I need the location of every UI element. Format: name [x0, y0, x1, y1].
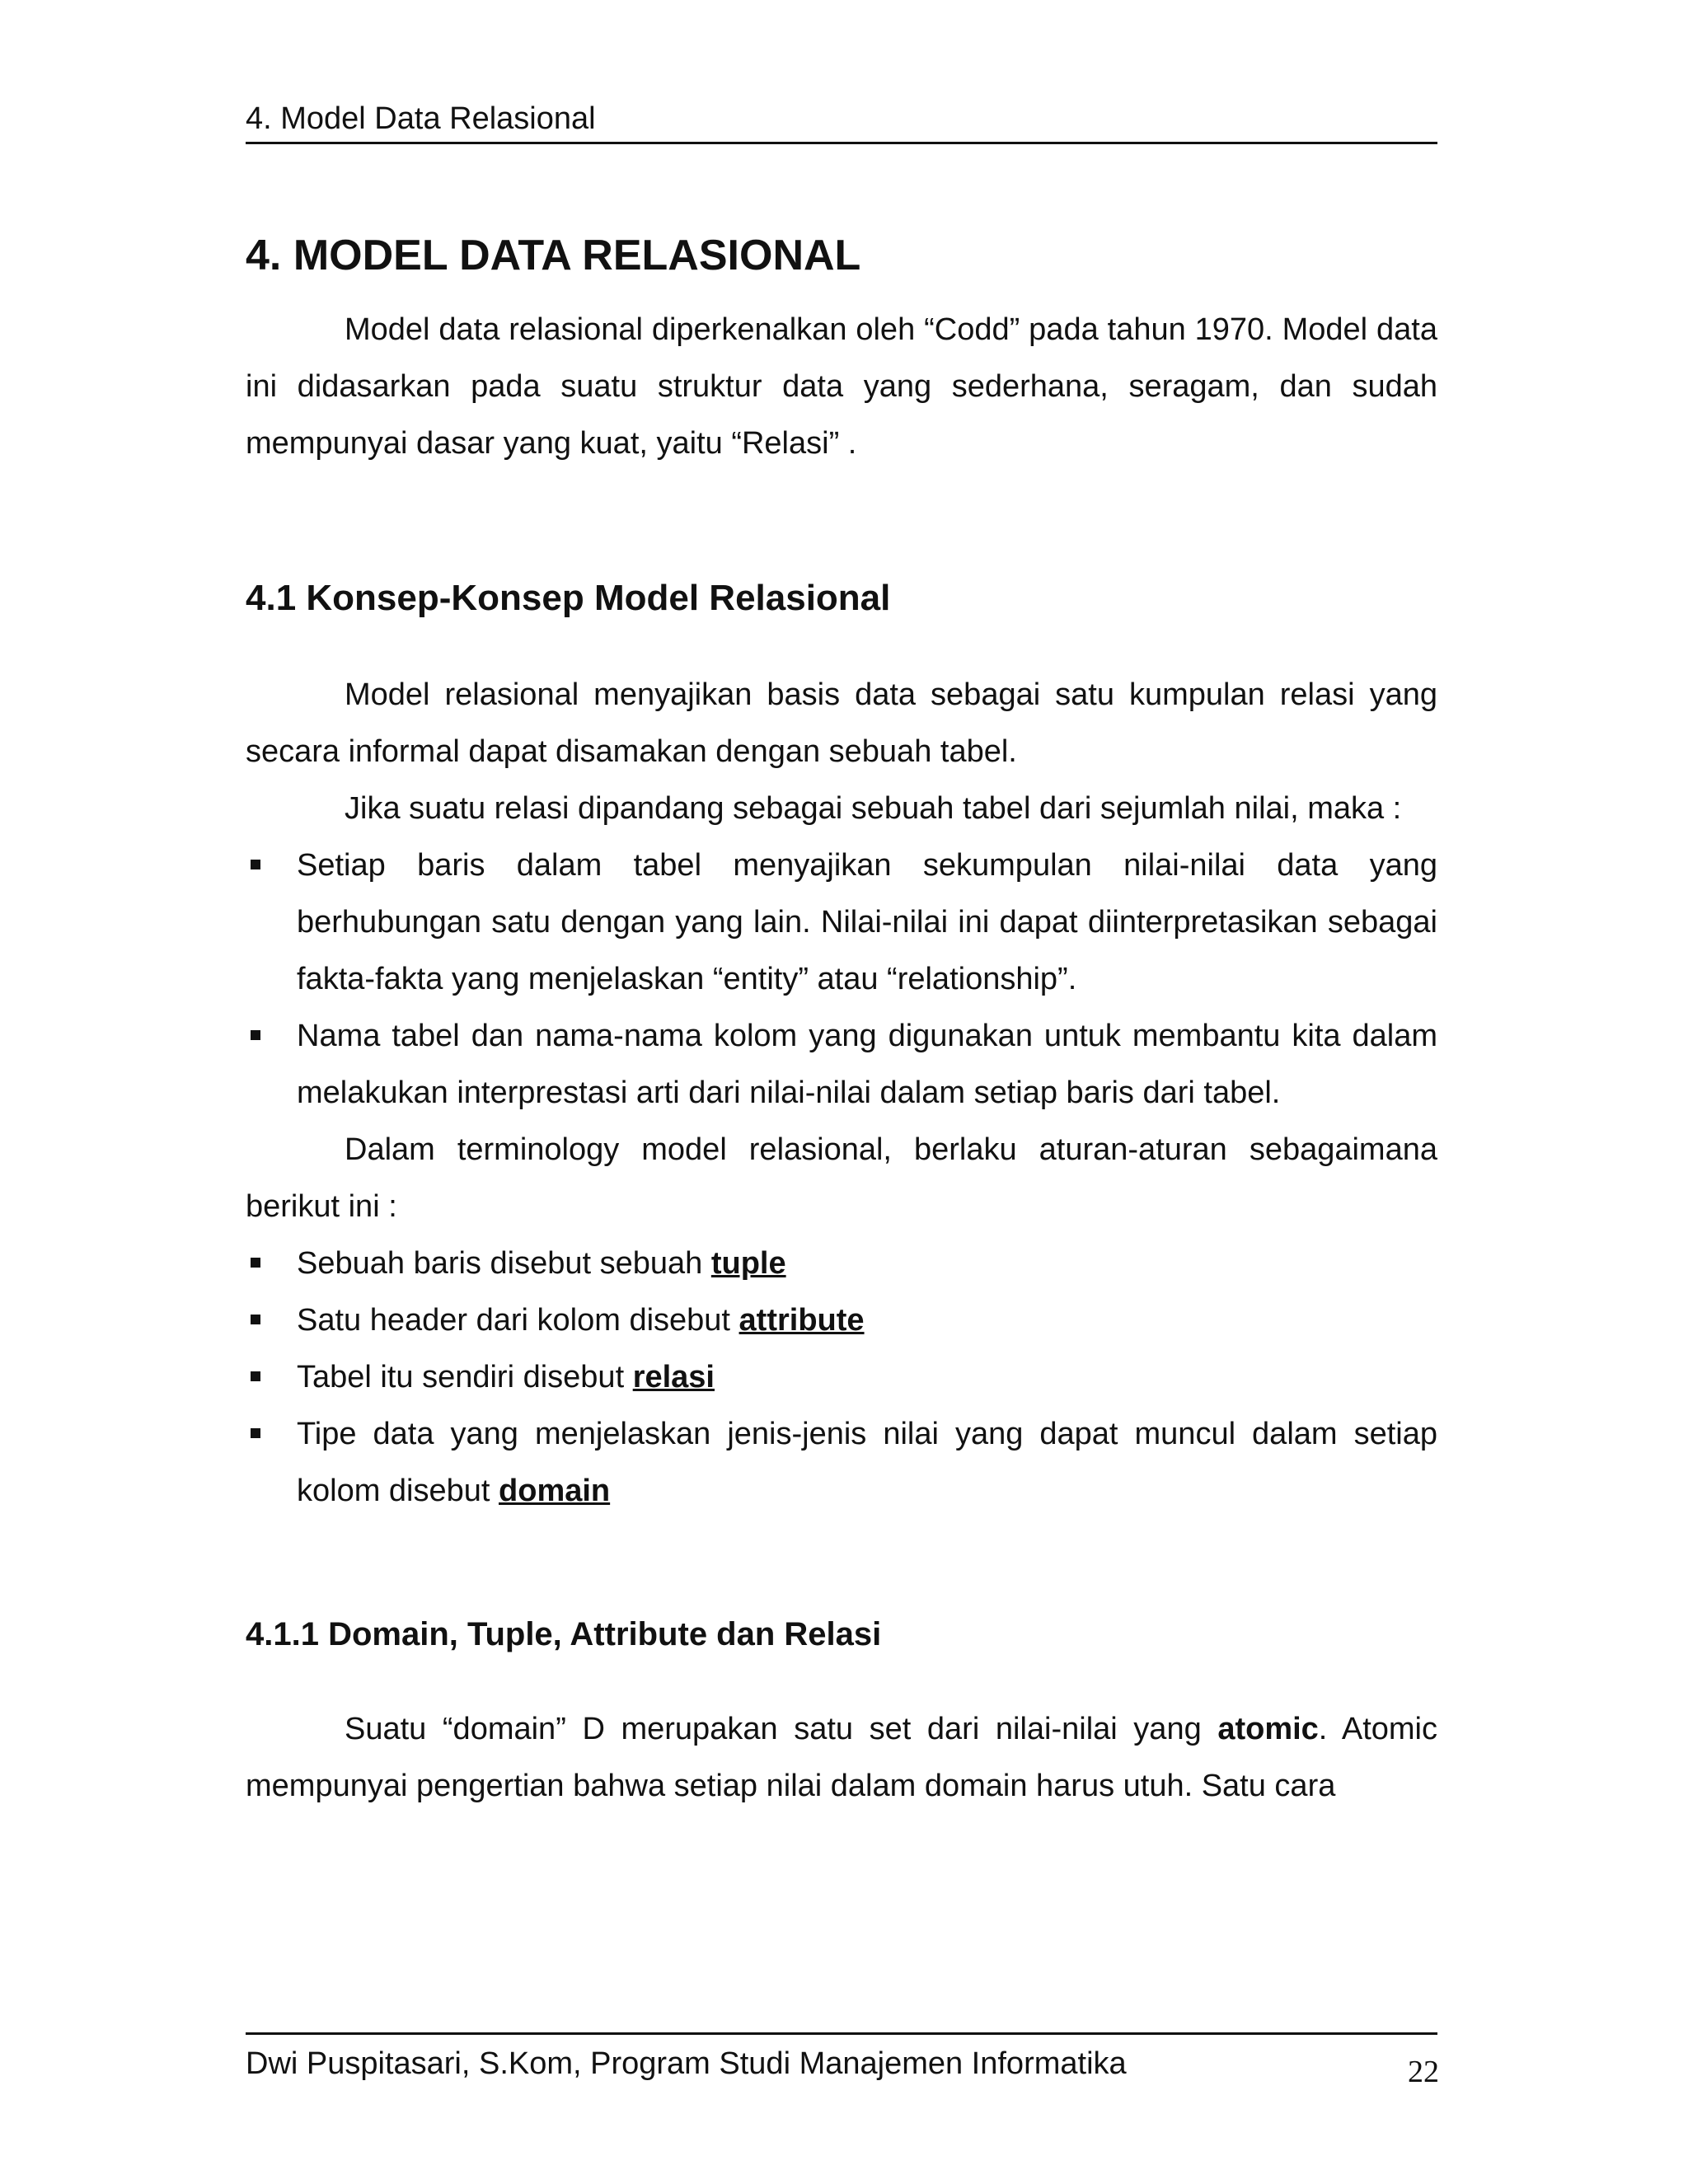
section-4-1-1-paragraph [246, 1701, 1437, 1815]
square-bullet-icon [251, 1258, 260, 1268]
term-tuple: tuple [710, 1246, 786, 1281]
emphasis-atomic: atomic [1217, 1712, 1319, 1746]
list-item-text: Tabel itu sendiri disebut [297, 1360, 633, 1394]
list-item-text: Satu header dari kolom disebut [297, 1303, 739, 1338]
square-bullet-icon [251, 860, 260, 869]
list-item [246, 1292, 1437, 1349]
paragraph-text: . Atomic mempunyai pengertian bahwa setiap nilai dalam domain harus utuh. Satu cara [246, 1712, 1437, 1803]
list-item [246, 1349, 1437, 1406]
square-bullet-icon [251, 1030, 260, 1040]
list-item-text: Setiap baris dalam tabel menyajikan sekumpulan nilai-nilai data yang berhubungan satu dengan yang lain. Nilai-nilai ini dapat diinterpretasikan sebagai fakta-fakta yang menjelaskan “entity” atau “relationship”. [297, 848, 1437, 996]
section-4-1-paragraph-2: Jika suatu relasi dipandang sebagai sebuah tabel dari sejumlah nilai, maka : [345, 791, 1402, 826]
section-4-1-1-title: 4.1.1 Domain, Tuple, Attribute dan Relasi [246, 1616, 882, 1652]
paragraph-text: Suatu “domain” D merupakan satu set dari nilai-nilai yang [345, 1712, 1218, 1746]
square-bullet-icon [251, 1371, 260, 1381]
chapter-title: 4. MODEL DATA RELASIONAL [246, 232, 861, 279]
list-item [246, 837, 1437, 1008]
term-attribute: attribute [738, 1303, 865, 1338]
page-number: 22 [1408, 2055, 1439, 2089]
list-item-text: Tipe data yang menjelaskan jenis-jenis nilai yang dapat muncul dalam setiap kolom disebut [297, 1417, 1437, 1508]
section-4-1-title: 4.1 Konsep-Konsep Model Relasional [246, 578, 891, 618]
list-item [246, 1406, 1437, 1520]
footer-divider [246, 2032, 1437, 2035]
footer-author: Dwi Puspitasari, S.Kom, Program Studi Manajemen Informatika [246, 2046, 1127, 2081]
list-item [246, 1008, 1437, 1122]
list-item [246, 1235, 1437, 1292]
chapter-intro-paragraph: Model data relasional diperkenalkan oleh “Codd” pada tahun 1970. Model data ini didasarkan pada suatu struktur data yang sederhana, seragam, dan sudah mempunyai dasar yang kuat, yaitu “Relasi” . [246, 312, 1437, 461]
square-bullet-icon [251, 1315, 260, 1324]
running-header: 4. Model Data Relasional [246, 97, 1437, 144]
document-body [246, 223, 1437, 1815]
section-4-1-paragraph-3: Dalam terminology model relasional, berlaku aturan-aturan sebagaimana berikut ini : [246, 1132, 1437, 1224]
square-bullet-icon [251, 1428, 260, 1438]
term-domain: domain [499, 1474, 611, 1508]
term-relasi: relasi [632, 1360, 715, 1394]
section-4-1-paragraph-1: Model relasional menyajikan basis data sebagai satu kumpulan relasi yang secara informal dapat disamakan dengan sebuah tabel. [246, 677, 1437, 769]
terminology-list [246, 1235, 1437, 1520]
list-item-text: Nama tabel dan nama-nama kolom yang digunakan untuk membantu kita dalam melakukan interprestasi arti dari nilai-nilai dalam setiap baris dari tabel. [297, 1019, 1437, 1110]
relation-facts-list [246, 837, 1437, 1122]
list-item-text: Sebuah baris disebut sebuah [297, 1246, 711, 1281]
